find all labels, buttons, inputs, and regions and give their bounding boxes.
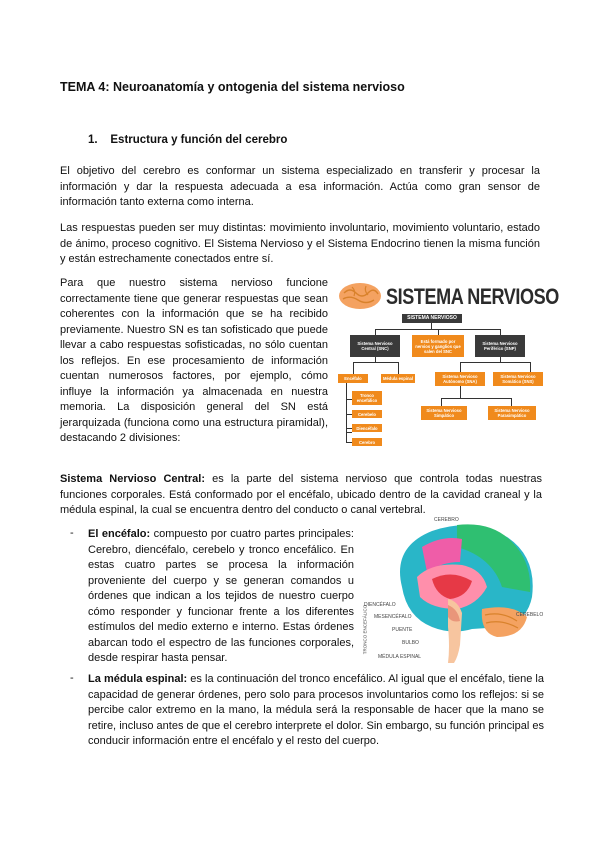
- paragraph-sn: Para que nuestro sistema nervioso funcione correctamente tiene que generar respuestas que sean coherentes con la información que se ha recibido previamente. Nuestro SN es tan sofisticado que puede llevar a cabo respuestas sofisticadas, no sólo cuentan los reflejos. En ese procesamiento de información cuentan numerosos factores, por ejemplo, cómo influye la información ya almacenada en nuestra memoria. La disposición general del SN está jerarquizada (funciona como una estructura piramidal), destacando 2 divisiones:: [60, 277, 328, 444]
- section-number: 1.: [88, 134, 98, 146]
- sn-cerebelo-box: Cerebelo: [352, 410, 382, 418]
- section-title: Estructura y función del cerebro: [110, 134, 288, 146]
- brain-label-puente: PUENTE: [392, 627, 413, 633]
- bullet-dash: -: [70, 672, 74, 684]
- brain-label-mesencefalo: MESENCÉFALO: [374, 614, 412, 620]
- brain-icon: [338, 281, 382, 311]
- brain-label-bulbo: BULBO: [402, 640, 419, 646]
- sn-diagram-title: SISTEMA NERVIOSO: [386, 284, 559, 309]
- sn-snc-box: Sistema Nervioso Central (SNC): [350, 335, 400, 357]
- brain-label-medula: MÉDULA ESPINAL: [378, 654, 422, 660]
- snc-term: Sistema Nervioso Central:: [60, 473, 206, 485]
- sn-cerebro-box: Cerebro: [352, 438, 382, 446]
- page-title: TEMA 4: Neuroanatomía y ontogenia del sistema nervioso: [60, 80, 405, 94]
- bullet-dash: -: [70, 527, 74, 539]
- sn-parasimpatico-box: Sistema Nervioso Parasimpático: [488, 406, 536, 420]
- brain-illustration: [362, 517, 544, 665]
- encefalo-definition: compuesto por cuatro partes principales: Cerebro, diencéfalo, cerebelo y tronco encefálico. En estas cuatro partes se procesa la información proveniente del cuerpo y se generan comandos u órdenes que indican a los tejidos de nuestro cuerpo cómo responder y funcionar frente a los diferentes estímulos del medio externo e interno. Estas órdenes abarcan todo el espectro de las funciones corporales, desde respirar hasta pensar.: [88, 528, 354, 664]
- medula-term: La médula espinal:: [88, 673, 188, 685]
- brain-label-diencefalo: DIENCÉFALO: [364, 602, 396, 608]
- paragraph-encefalo: [88, 527, 354, 667]
- sn-snp-box: Sistema Nervioso Periférico (SNP): [475, 335, 525, 357]
- sn-encefalo-box: Encéfalo: [338, 374, 368, 383]
- paragraph-responses: Las respuestas pueden ser muy distintas: movimiento involuntario, movimiento voluntario, estado de ánimo, proceso cognitivo. El Sistema Nervioso y el Sistema Endocrino tienen la misma función y están estrechamente conectados entre sí.: [60, 222, 540, 265]
- snc-definition: es la parte del sistema nervioso que controla todas nuestras funciones corporales. Está conformado por el encéfalo, ubicado dentro de la cavidad craneal y la médula espinal, la cual se encuentra dentro del conducto o canal vertebral.: [60, 473, 543, 516]
- paragraph-medula: [88, 672, 544, 750]
- medula-definition: es la continuación del tronco encefálico. Al igual que el encéfalo, tiene la capacidad de generar órdenes, pero solo para procesos involuntarios como los reflejos: si se percibe calor extremo en la mano, la médula será la responsable de hacer que la mano se retire, incluso antes de que el cerebro interprete el dolor. Sin embargo, su función principal es conducir información entre el encéfalo y el resto del cuerpo.: [88, 673, 544, 747]
- brain-anatomy-icon: [362, 517, 544, 665]
- sn-sns-box: Sistema Nervioso Somático (SNS): [493, 372, 543, 386]
- brain-label-cerebro: CEREBRO: [434, 517, 459, 523]
- paragraph-intro: El objetivo del cerebro es conformar un sistema especializado en transferir y procesar la información y dar la respuesta adecuada a esa información. Actúa como gran sensor de información tanto externa como interna.: [60, 165, 540, 208]
- sn-medula-box: Médula espinal: [382, 376, 414, 381]
- brain-label-cerebelo: CEREBELO: [516, 612, 544, 618]
- sn-simpatico-box: Sistema Nervioso Simpático: [421, 406, 467, 420]
- sn-diagram: [338, 277, 559, 457]
- sn-root-box: SISTEMA NERVIOSO: [402, 314, 462, 323]
- sn-middle-box: Está formado por nervios y ganglios que salen del SNC: [412, 335, 464, 357]
- sn-tronco-box: Tronco encefálico: [352, 391, 382, 405]
- brain-label-tronco: TRONCO ENCEFÁLICO: [362, 604, 368, 655]
- paragraph-snc: [60, 472, 542, 519]
- sn-diencefalo-box: Diencéfalo: [352, 424, 382, 432]
- encefalo-term: El encéfalo:: [88, 528, 151, 540]
- sn-sna-box: Sistema Nervioso Autónomo (SNA): [435, 372, 485, 386]
- section-heading: [88, 134, 287, 146]
